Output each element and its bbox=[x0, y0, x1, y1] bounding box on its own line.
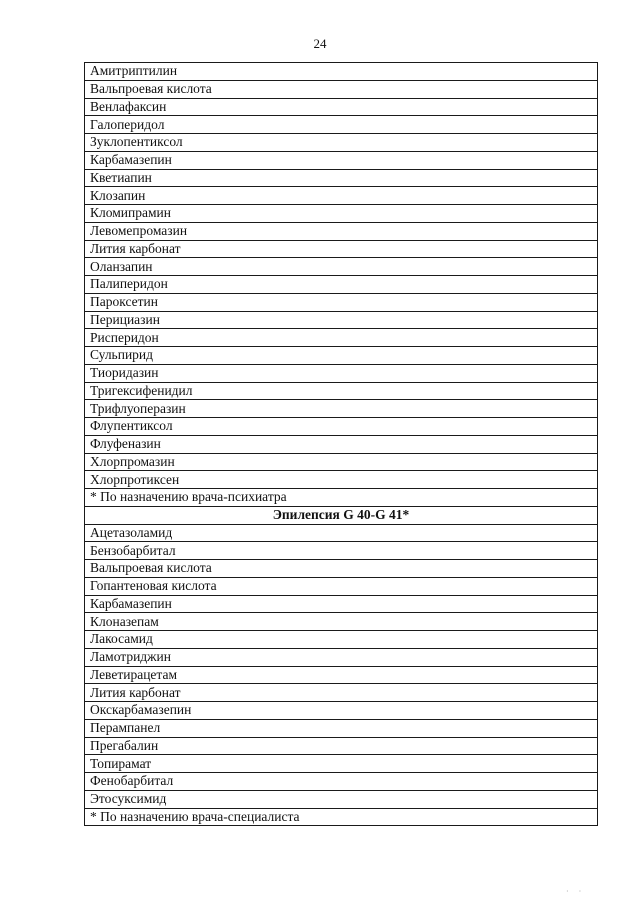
footnote-row-cell: * По назначению врача-специалиста bbox=[85, 808, 598, 826]
drug-row bbox=[85, 560, 598, 578]
drug-row bbox=[85, 276, 598, 294]
drug-row-cell: Трифлуоперазин bbox=[85, 400, 598, 418]
drug-row bbox=[85, 151, 598, 169]
drug-row-cell: Вальпроевая кислота bbox=[85, 80, 598, 98]
drug-row bbox=[85, 524, 598, 542]
drug-row-cell: Перампанел bbox=[85, 719, 598, 737]
drug-row bbox=[85, 240, 598, 258]
drug-row bbox=[85, 80, 598, 98]
drug-row bbox=[85, 169, 598, 187]
drug-row bbox=[85, 329, 598, 347]
drug-row-cell: Ламотриджин bbox=[85, 648, 598, 666]
section-heading-row-cell: Эпилепсия G 40-G 41* bbox=[85, 506, 598, 524]
drug-row bbox=[85, 435, 598, 453]
drug-row-cell: Кветиапин bbox=[85, 169, 598, 187]
drug-row-cell: Ацетазоламид bbox=[85, 524, 598, 542]
drug-row bbox=[85, 400, 598, 418]
drug-row-cell: Вальпроевая кислота bbox=[85, 560, 598, 578]
drug-row-cell: Амитриптилин bbox=[85, 63, 598, 81]
drug-row-cell: Прегабалин bbox=[85, 737, 598, 755]
drug-row bbox=[85, 773, 598, 791]
drug-row bbox=[85, 737, 598, 755]
drug-row-cell: Галоперидол bbox=[85, 116, 598, 134]
drug-row bbox=[85, 311, 598, 329]
drug-row bbox=[85, 648, 598, 666]
section-heading-row bbox=[85, 506, 598, 524]
drug-row-cell: Клозапин bbox=[85, 187, 598, 205]
drug-table bbox=[84, 62, 598, 826]
drug-row bbox=[85, 702, 598, 720]
drug-row-cell: Бензобарбитал bbox=[85, 542, 598, 560]
drug-row bbox=[85, 453, 598, 471]
drug-row-cell: Лакосамид bbox=[85, 631, 598, 649]
drug-row-cell: Тригексифенидил bbox=[85, 382, 598, 400]
drug-row bbox=[85, 595, 598, 613]
drug-row bbox=[85, 471, 598, 489]
footnote-row-cell: * По назначению врача-психиатра bbox=[85, 489, 598, 507]
drug-row-cell: Палиперидон bbox=[85, 276, 598, 294]
drug-table-body bbox=[85, 63, 598, 826]
drug-row-cell: Тиоридазин bbox=[85, 364, 598, 382]
drug-row bbox=[85, 790, 598, 808]
drug-row-cell: Пароксетин bbox=[85, 293, 598, 311]
scan-mark: · · bbox=[566, 887, 586, 896]
drug-row-cell: Карбамазепин bbox=[85, 595, 598, 613]
footnote-row bbox=[85, 489, 598, 507]
drug-row bbox=[85, 293, 598, 311]
drug-row bbox=[85, 631, 598, 649]
drug-row-cell: Этосуксимид bbox=[85, 790, 598, 808]
drug-row bbox=[85, 382, 598, 400]
drug-row bbox=[85, 222, 598, 240]
drug-row-cell: Клоназепам bbox=[85, 613, 598, 631]
drug-row-cell: Флупентиксол bbox=[85, 418, 598, 436]
drug-row bbox=[85, 116, 598, 134]
drug-row bbox=[85, 98, 598, 116]
drug-row-cell: Гопантеновая кислота bbox=[85, 577, 598, 595]
drug-row-cell: Левомепромазин bbox=[85, 222, 598, 240]
drug-row-cell: Хлорпротиксен bbox=[85, 471, 598, 489]
drug-row bbox=[85, 755, 598, 773]
drug-row bbox=[85, 347, 598, 365]
drug-row bbox=[85, 542, 598, 560]
drug-row bbox=[85, 63, 598, 81]
drug-row-cell: Оланзапин bbox=[85, 258, 598, 276]
drug-row bbox=[85, 418, 598, 436]
drug-row bbox=[85, 613, 598, 631]
drug-row-cell: Лития карбонат bbox=[85, 684, 598, 702]
drug-row bbox=[85, 205, 598, 223]
drug-row-cell: Хлорпромазин bbox=[85, 453, 598, 471]
drug-row bbox=[85, 258, 598, 276]
drug-row-cell: Топирамат bbox=[85, 755, 598, 773]
drug-row bbox=[85, 719, 598, 737]
drug-row-cell: Перициазин bbox=[85, 311, 598, 329]
drug-row-cell: Окскарбамазепин bbox=[85, 702, 598, 720]
drug-row bbox=[85, 666, 598, 684]
drug-row-cell: Карбамазепин bbox=[85, 151, 598, 169]
drug-row-cell: Рисперидон bbox=[85, 329, 598, 347]
drug-row-cell: Кломипрамин bbox=[85, 205, 598, 223]
drug-row-cell: Фенобарбитал bbox=[85, 773, 598, 791]
drug-row bbox=[85, 364, 598, 382]
drug-row bbox=[85, 577, 598, 595]
drug-row-cell: Лития карбонат bbox=[85, 240, 598, 258]
drug-row bbox=[85, 134, 598, 152]
drug-row bbox=[85, 187, 598, 205]
drug-row-cell: Зуклопентиксол bbox=[85, 134, 598, 152]
footnote-row bbox=[85, 808, 598, 826]
drug-row-cell: Флуфеназин bbox=[85, 435, 598, 453]
drug-row-cell: Леветирацетам bbox=[85, 666, 598, 684]
drug-row bbox=[85, 684, 598, 702]
drug-row-cell: Сульпирид bbox=[85, 347, 598, 365]
page-number: 24 bbox=[313, 36, 327, 51]
drug-row-cell: Венлафаксин bbox=[85, 98, 598, 116]
